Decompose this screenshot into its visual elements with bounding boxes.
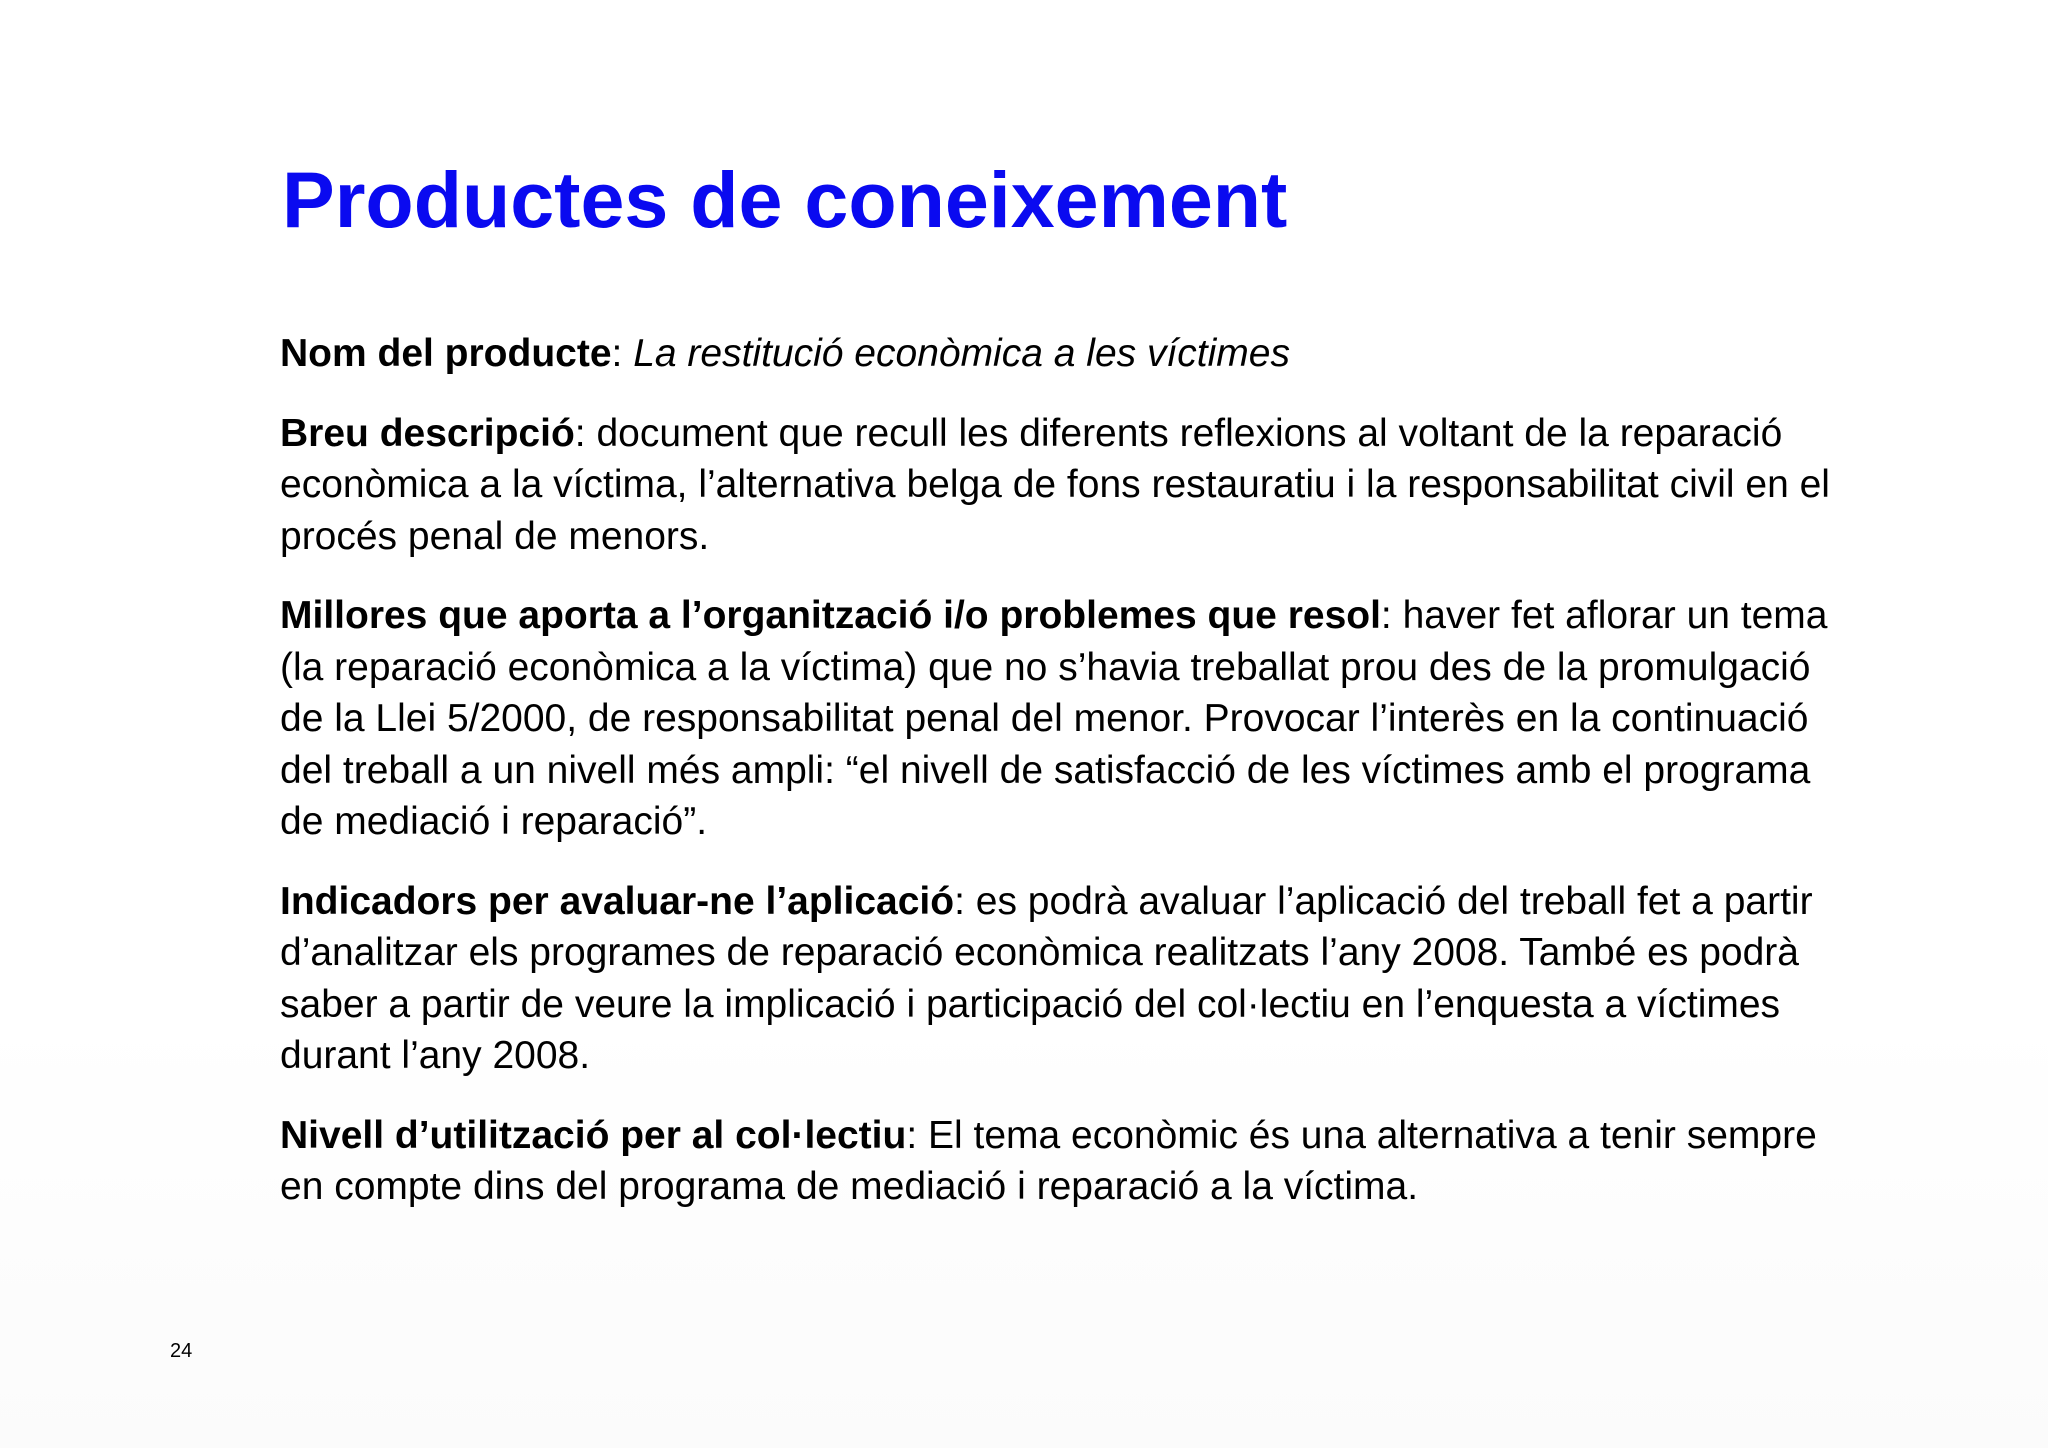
page-title: Productes de coneixement [282,155,1288,244]
product-name-paragraph [280,328,1840,380]
description-label: Breu descripció [280,411,575,455]
indicators-label: Indicadors per avaluar-ne l’aplicació [280,879,955,923]
document-body [280,328,1840,1241]
indicators-paragraph [280,876,1840,1082]
improvements-separator: : [1380,594,1403,637]
usage-level-separator: : [906,1113,928,1157]
description-text: document que recull les diferents reflexions al voltant de la reparació econòmica a la víctima, l’alternativa belga de fons restauratiu i la responsabilitat civil en el procés penal de menors. [280,411,1830,558]
improvements-text: haver fet aflorar un tema (la reparació econòmica a la víctima) que no s’havia treballat prou des de la promulgació de la Llei 5/2000, de responsabilitat penal del menor. Provocar l’interès en la continuació del treball a un nivell més ampli: “el nivell de satisfacció de les víctimes amb el programa de mediació i reparació”. [280,594,1828,843]
usage-level-text: El tema econòmic és una alternativa a tenir sempre en compte dins del programa de mediació i reparació a la víctima. [280,1113,1817,1208]
usage-level-label: Nivell d’utilització per al col·lectiu [280,1113,907,1157]
description-separator: : [574,411,597,455]
product-name-value: La restitució econòmica a les víctimes [633,332,1290,375]
improvements-label: Millores que aporta a l’organització i/o problemes que resol [280,594,1381,637]
product-name-label: Nom del producte [280,332,612,375]
indicators-text: es podrà avaluar l’aplicació del treball fet a partir d’analitzar els programes de reparació econòmica realitzats l’any 2008. També es podrà saber a partir de veure la implicació i participació del col·lectiu en l’enquesta a víctimes durant l’any 2008. [280,879,1813,1077]
usage-level-paragraph [280,1110,1840,1213]
description-paragraph [280,408,1840,563]
page-number: 24 [170,1340,193,1362]
indicators-separator: : [954,879,976,923]
improvements-paragraph [280,590,1840,848]
product-name-separator: : [611,332,634,375]
